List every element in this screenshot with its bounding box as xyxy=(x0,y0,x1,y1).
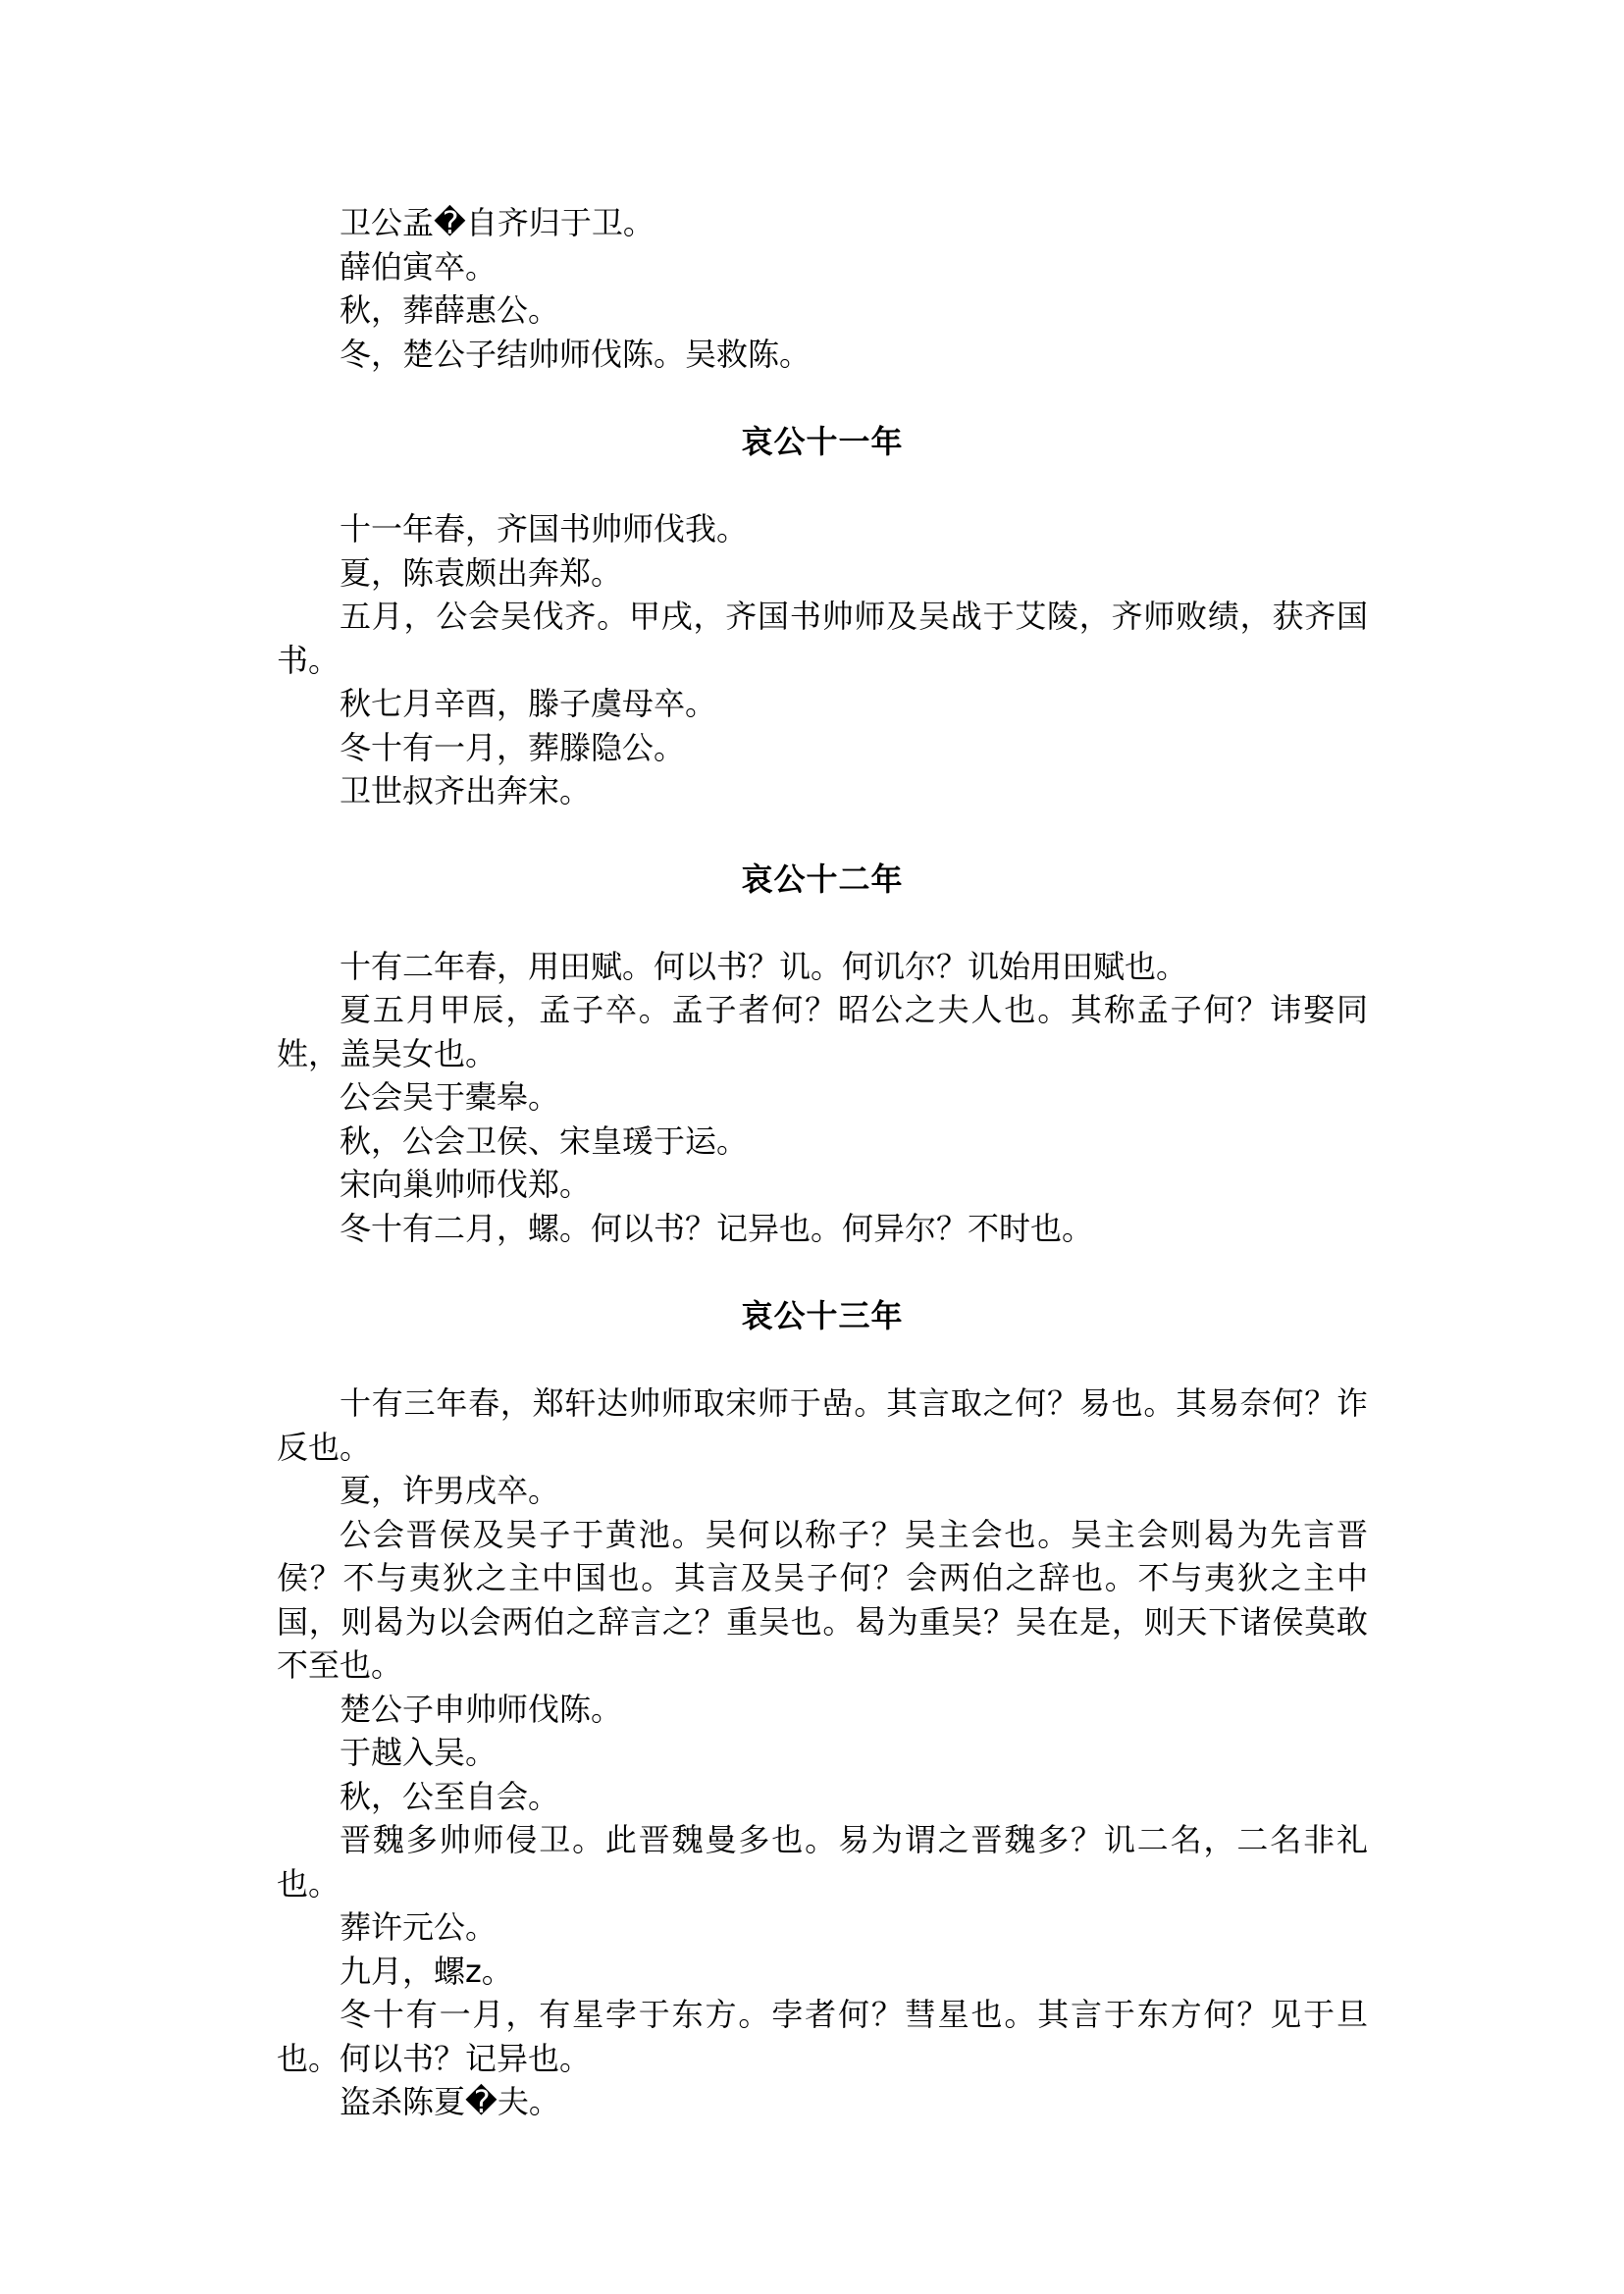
paragraph: 薛伯寅卒。 xyxy=(340,247,498,286)
section-year-12 xyxy=(277,858,1368,1251)
paragraph: 秋七月辛酉，滕子虞母卒。 xyxy=(340,685,717,722)
paragraph: 夏，许男戌卒。 xyxy=(340,1472,560,1509)
paragraph: 十有三年春，郑轩达帅师取宋师于嵒。其言取之何？易也。其易奈何？诈反也。 xyxy=(277,1384,1368,1466)
paragraph: 于越入吴。 xyxy=(340,1734,498,1771)
paragraph: 卫世叔齐出奔宋。 xyxy=(340,772,592,809)
paragraph: 冬十有二月，螺。何以书？记异也。何异尔？不时也。 xyxy=(340,1209,1094,1247)
paragraph: 冬，楚公子结帅师伐陈。吴救陈。 xyxy=(340,335,812,373)
section-heading: 哀公十三年 xyxy=(741,1297,904,1334)
paragraph: 冬十有一月，葬滕隐公。 xyxy=(340,728,686,766)
paragraph: 公会晋侯及吴子于黄池。吴何以称子？吴主会也。吴主会则曷为先言晋侯？不与夷狄之主中国也。其言及吴子何？会两伯之辞也。不与夷狄之主中国，则曷为以会两伯之辞言之？重吴也。曷为重吴？吴在是，则天下诸侯莫敢不至也。 xyxy=(277,1515,1368,1684)
document-body xyxy=(277,201,1368,2124)
paragraph: 十有二年春，用田赋。何以书？讥。何讥尔？讥始用田赋也。 xyxy=(340,947,1188,985)
paragraph: 卫公孟�自齐归于卫。 xyxy=(340,204,655,241)
paragraph: 十一年春，齐国书帅师伐我。 xyxy=(340,510,749,547)
paragraph: 楚公子申帅师伐陈。 xyxy=(340,1690,623,1728)
section-heading: 哀公十一年 xyxy=(741,423,904,460)
paragraph: 秋，葬薛惠公。 xyxy=(340,291,560,329)
section-heading: 哀公十二年 xyxy=(741,860,904,898)
paragraph: 秋，公会卫侯、宋皇瑗于运。 xyxy=(340,1121,749,1160)
paragraph: 晋魏多帅师侵卫。此晋魏曼多也。易为谓之晋魏多？讥二名，二名非礼也。 xyxy=(277,1821,1368,1903)
paragraph: 五月，公会吴伐齐。甲戌，齐国书帅师及吴战于艾陵，齐师败绩，获齐国书。 xyxy=(277,598,1368,679)
paragraph: 冬十有一月，有星孛于东方。孛者何？彗星也。其言于东方何？见于旦也。何以书？记异也。 xyxy=(277,1996,1368,2077)
section-continuation xyxy=(277,201,1368,376)
section-year-11 xyxy=(277,420,1368,813)
paragraph: 夏，陈袁颇出奔郑。 xyxy=(340,553,623,592)
paragraph: 秋，公至自会。 xyxy=(340,1777,560,1815)
paragraph: 夏五月甲辰，孟子卒。孟子者何？昭公之夫人也。其称孟子何？讳娶同姓，盖吴女也。 xyxy=(277,991,1368,1072)
paragraph: 盗杀陈夏�夫。 xyxy=(340,2083,560,2120)
paragraph: 公会吴于橐皋。 xyxy=(340,1078,560,1116)
section-year-13 xyxy=(277,1294,1368,2124)
paragraph: 宋向巢帅师伐郑。 xyxy=(340,1166,592,1203)
paragraph: 葬许元公。 xyxy=(340,1908,498,1946)
paragraph: 九月，螺z。 xyxy=(340,1952,513,1990)
